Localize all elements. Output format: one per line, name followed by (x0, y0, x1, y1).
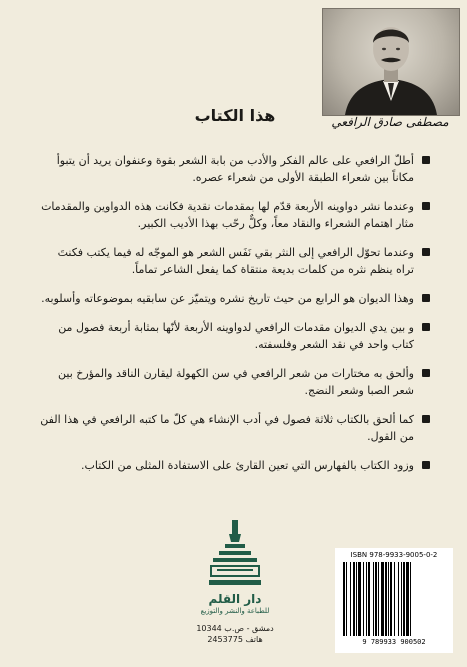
blurb-text: وعندما تحوّل الرافعي إلى النثر بقي نَفَس الشعر هو الموجّه له فيما يكتب فكنتَ تراه ينظم نثره من كلمات بديعة منتقاة كما يفعل الشاعر تماماً. (57, 246, 414, 276)
barcode-bars (341, 562, 447, 636)
square-bullet-icon (422, 156, 430, 164)
square-bullet-icon (422, 461, 430, 469)
blurb-item (40, 411, 430, 445)
publisher-pen-logo-icon (209, 520, 261, 590)
blurb-text: وزود الكتاب بالفهارس التي تعين القارئ على الاستفادة المثلى من الكتاب. (81, 459, 414, 472)
square-bullet-icon (422, 248, 430, 256)
blurb-list (40, 152, 430, 486)
blurb-item (40, 152, 430, 186)
publisher-subtitle: للطباعة والنشر والتوزيع (200, 607, 270, 615)
square-bullet-icon (422, 415, 430, 423)
blurb-text: و بين يدي الديوان مقدمات الرافعي لدواوينه الأربعة لأنّها بمثابة أربعة فصول من كتاب واحد في نقد الشعر وفلسفته. (58, 321, 414, 351)
barcode-digits: 9 789933 900502 (362, 638, 426, 646)
isbn-barcode (335, 548, 453, 653)
blurb-item (40, 198, 430, 232)
blurb-item (40, 244, 430, 278)
publisher-phone: هاتف 2453775 (207, 635, 263, 644)
publisher-po-box: دمشق - ص.ب 10344 (196, 624, 274, 633)
publisher-block (180, 520, 290, 660)
blurb-item (40, 457, 430, 474)
section-title: هذا الكتاب (194, 106, 276, 125)
blurb-text: وألحق به مختارات من شعر الرافعي في سن الكهولة ليقارن الناقد والمؤرخ بين شعر الصبا وشعر النضج. (58, 367, 414, 397)
isbn-label: ISBN 978-9933-9005-0-2 (350, 551, 438, 559)
square-bullet-icon (422, 369, 430, 377)
blurb-item (40, 365, 430, 399)
blurb-text: وعندما نشر دواوينه الأربعة قدّم لها بمقدمات نقدية فكانت هذه الدواوين والمقدمات مثار اهتمام الشعراء والنقاد معاً، وكلٌّ رحّب بهذا الأديب الكبير. (41, 200, 414, 230)
author-signature: مصطفى صادق الرافعي (331, 115, 449, 129)
blurb-text: أطلّ الرافعي على عالم الفكر والأدب من بابة الشعر بقوة وعنفوان يريد أن يتبوأ مكاناً بين شعراء الطبقة الأولى من شعراء عصره. (56, 154, 414, 184)
blurb-text: وهذا الديوان هو الرابع من حيث تاريخ نشره ويتميّز عن سابقيه بموضوعاته وأسلوبه. (41, 292, 414, 305)
blurb-item (40, 290, 430, 307)
publisher-address (180, 623, 290, 645)
blurb-item (40, 319, 430, 353)
author-portrait (322, 8, 460, 116)
square-bullet-icon (422, 294, 430, 302)
publisher-name: دار القلم (208, 592, 262, 606)
portrait-figure (323, 9, 459, 115)
blurb-text: كما ألحق بالكتاب ثلاثة فصول في أدب الإنشاء هي كلّ ما كتبه الرافعي في هذا الفن من القول. (40, 413, 414, 443)
square-bullet-icon (422, 323, 430, 331)
square-bullet-icon (422, 202, 430, 210)
